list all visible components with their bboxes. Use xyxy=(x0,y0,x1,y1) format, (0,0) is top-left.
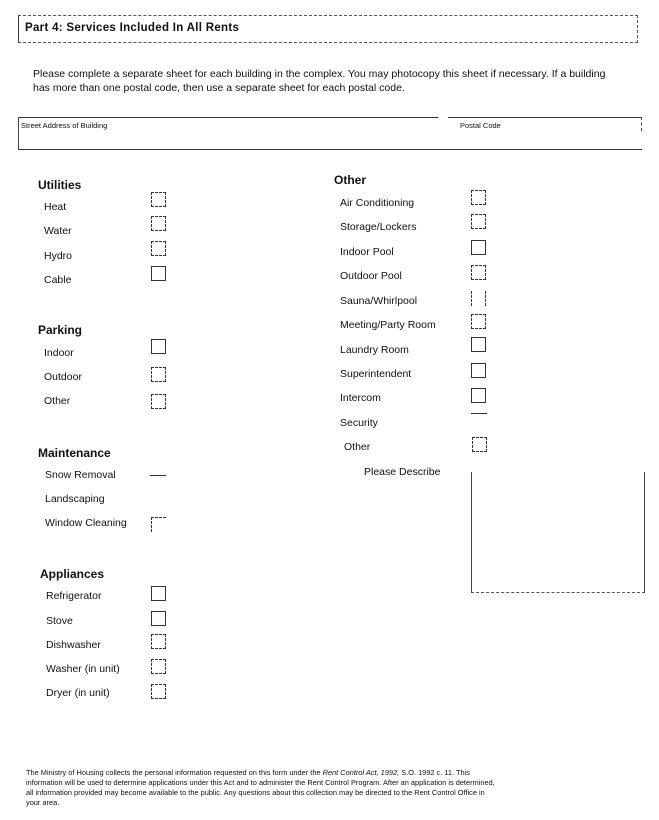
parking-item-outdoor: Outdoor xyxy=(44,371,82,383)
parking-title: Parking xyxy=(38,323,83,337)
utilities-item-water: Water xyxy=(44,225,72,237)
parking-other-checkbox[interactable] xyxy=(151,394,166,409)
outdoor-pool-checkbox[interactable] xyxy=(471,265,486,280)
sauna-checkbox[interactable] xyxy=(471,291,486,306)
parking-item-other: Other xyxy=(44,395,71,407)
appliances-item-dryer: Dryer (in unit) xyxy=(46,687,110,699)
postal-code-label: Postal Code xyxy=(460,121,501,130)
privacy-notice: The Ministry of Housing collects the personal information requested on this form under the Rent Control Act, 1992, S.O. 1992 c. 11. This information will be used to determine applications under this Act and to administer the Rent Control Program. After an application is determined, all information provided may become available to the public. Any questions about this collection may be directed to the Rent Control Office in your area. xyxy=(26,768,495,807)
security-checkbox[interactable] xyxy=(471,413,487,414)
heat-checkbox[interactable] xyxy=(151,192,166,207)
part-title: Part 4: Services Included In All Rents xyxy=(25,22,240,34)
maintenance-title: Maintenance xyxy=(38,446,111,460)
parking-outdoor-checkbox[interactable] xyxy=(151,367,166,382)
utilities-item-heat: Heat xyxy=(44,201,67,213)
refrigerator-checkbox[interactable] xyxy=(151,586,166,601)
maintenance-item-landscaping: Landscaping xyxy=(45,493,105,505)
stove-checkbox[interactable] xyxy=(151,611,166,626)
intro-text: Please complete a separate sheet for each building in the complex. You may photocopy this sheet if necessary. If a building has more than one postal code, then use a separate sheet for each postal code. xyxy=(33,68,606,94)
hydro-checkbox[interactable] xyxy=(151,241,166,256)
other-checkbox[interactable] xyxy=(472,437,487,452)
please-describe-field[interactable] xyxy=(471,472,645,593)
water-checkbox[interactable] xyxy=(151,216,166,231)
other-item-sauna: Sauna/Whirlpool xyxy=(340,295,418,307)
utilities-item-hydro: Hydro xyxy=(44,250,73,262)
utilities-item-cable: Cable xyxy=(44,274,72,286)
other-item-indoor-pool: Indoor Pool xyxy=(340,246,394,258)
parking-item-indoor: Indoor xyxy=(44,347,74,359)
other-item-air-conditioning: Air Conditioning xyxy=(340,197,415,209)
snow-removal-checkbox[interactable] xyxy=(150,475,166,476)
appliances-item-dishwasher: Dishwasher xyxy=(46,639,101,651)
washer-checkbox[interactable] xyxy=(151,659,166,674)
indoor-pool-checkbox[interactable] xyxy=(471,240,486,255)
street-address-label: Street Address of Building xyxy=(21,121,108,130)
storage-lockers-checkbox[interactable] xyxy=(471,214,486,229)
other-item-storage-lockers: Storage/Lockers xyxy=(340,221,417,233)
address-block xyxy=(18,117,642,150)
other-title: Other xyxy=(334,173,367,187)
other-item-other: Other xyxy=(344,441,371,453)
maintenance-item-snow-removal: Snow Removal xyxy=(45,469,116,481)
other-item-security: Security xyxy=(340,417,378,429)
please-describe-label: Please Describe xyxy=(364,466,441,478)
maintenance-item-window-cleaning: Window Cleaning xyxy=(45,517,127,529)
dryer-checkbox[interactable] xyxy=(151,684,166,699)
window-cleaning-checkbox[interactable] xyxy=(151,517,166,532)
appliances-title: Appliances xyxy=(40,567,105,581)
utilities-title: Utilities xyxy=(38,178,82,192)
cable-checkbox[interactable] xyxy=(151,266,166,281)
appliances-item-washer: Washer (in unit) xyxy=(46,663,120,675)
superintendent-checkbox[interactable] xyxy=(471,363,486,378)
meeting-room-checkbox[interactable] xyxy=(471,314,486,329)
dishwasher-checkbox[interactable] xyxy=(151,634,166,649)
other-item-superintendent: Superintendent xyxy=(340,368,412,380)
laundry-room-checkbox[interactable] xyxy=(471,337,486,352)
parking-indoor-checkbox[interactable] xyxy=(151,339,166,354)
other-item-intercom: Intercom xyxy=(340,392,381,404)
other-item-outdoor-pool: Outdoor Pool xyxy=(340,270,402,282)
air-conditioning-checkbox[interactable] xyxy=(471,190,486,205)
other-item-laundry-room: Laundry Room xyxy=(340,344,409,356)
intercom-checkbox[interactable] xyxy=(471,388,486,403)
appliances-item-refrigerator: Refrigerator xyxy=(46,590,102,602)
other-item-meeting-room: Meeting/Party Room xyxy=(340,319,436,331)
appliances-item-stove: Stove xyxy=(46,615,73,627)
